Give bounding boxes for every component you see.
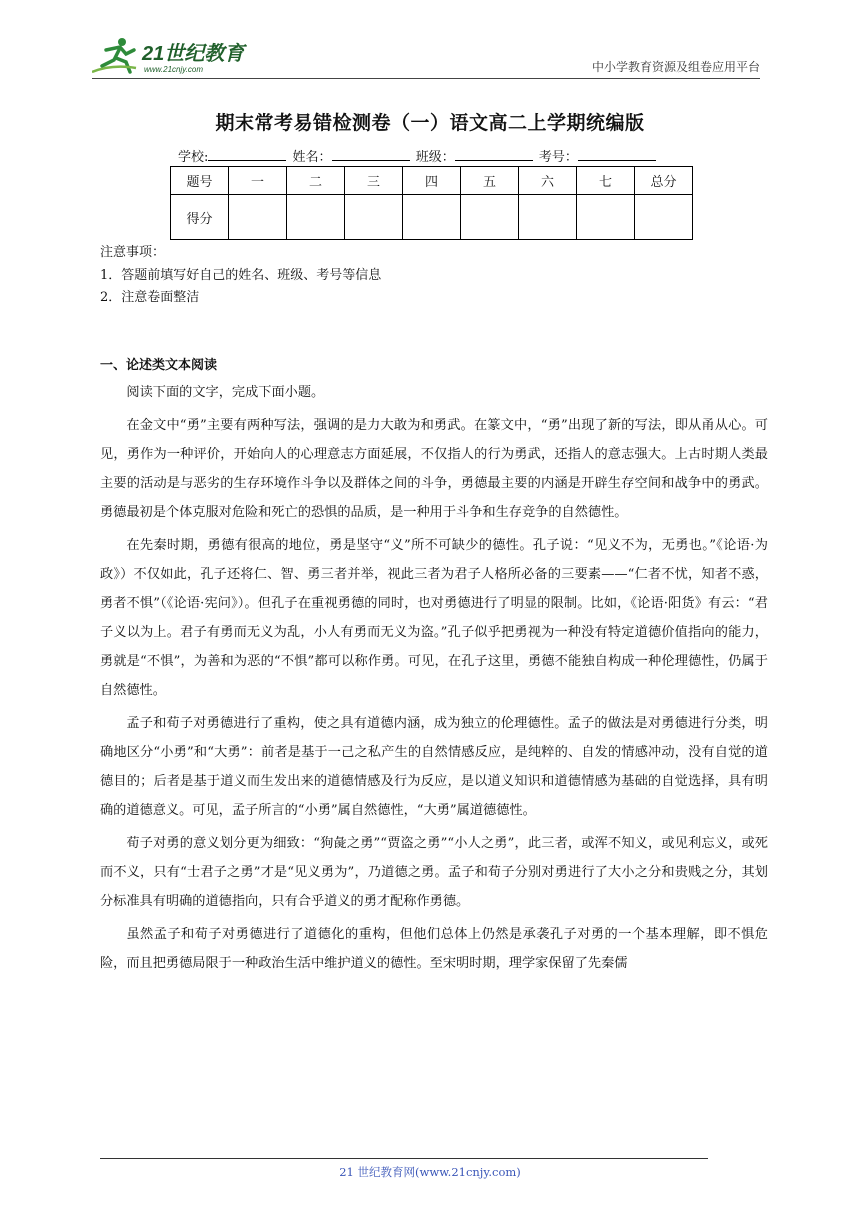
notes-block bbox=[100, 242, 381, 310]
score-cell[interactable] bbox=[519, 195, 577, 240]
page-title: 期末常考易错检测卷（一）语文高二上学期统编版 bbox=[215, 112, 645, 134]
score-header-cell: 三 bbox=[345, 167, 403, 195]
school-label: 学校: bbox=[178, 150, 209, 165]
footer-divider bbox=[100, 1158, 708, 1159]
score-table bbox=[170, 166, 693, 240]
student-info-line bbox=[178, 146, 658, 165]
passage-paragraph: 荀子对勇的意义划分更为细致：“狗彘之勇”“贾盗之勇”“小人之勇”，此三者，或浑不知义，或见利忘义，或死而不义，只有“士君子之勇”才是“见义勇为”，乃道德之勇。孟子和荀子分别对勇进行了大小之分和贵贱之分，其划分标准具有明确的道德指向，只有合乎道义的勇才配称作勇德。 bbox=[100, 836, 768, 909]
name-blank[interactable] bbox=[332, 148, 410, 161]
score-cell[interactable] bbox=[403, 195, 461, 240]
score-cell[interactable] bbox=[287, 195, 345, 240]
exam-no-blank[interactable] bbox=[578, 148, 656, 161]
score-header-cell: 题号 bbox=[171, 167, 229, 195]
class-label: 班级： bbox=[415, 150, 455, 165]
notes-item: 1．答题前填写好自己的姓名、班级、考号等信息 bbox=[100, 267, 382, 283]
score-cell[interactable] bbox=[461, 195, 519, 240]
score-header-cell: 一 bbox=[229, 167, 287, 195]
score-header-cell: 总分 bbox=[635, 167, 693, 195]
score-table-score-row bbox=[171, 195, 693, 240]
score-cell[interactable] bbox=[635, 195, 693, 240]
school-blank[interactable] bbox=[208, 148, 286, 161]
passage-paragraph: 在先秦时期，勇德有很高的地位，勇是坚守“义”所不可缺少的德性。孔子说：“见义不为，无勇也。”《论语·为政》）不仅如此，孔子还将仁、智、勇三者并举，视此三者为君子人格所必备的三要素——“仁者不忧，知者不惑，勇者不惧”（《论语·宪问》）。但孔子在重视勇德的同时，也对勇德进行了明显的限制。比如，《论语·阳货》有云：“君子义以为上。君子有勇而无义为乱，小人有勇而无义为盗。”孔子似乎把勇视为一种没有特定道德价值指向的能力，勇就是“不惧”，为善和为恶的“不惧”都可以称作勇。可见，在孔子这里，勇德不能独自构成一种伦理德性，仍属于自然德性。 bbox=[100, 538, 768, 698]
score-cell[interactable] bbox=[345, 195, 403, 240]
logo-url: www.21cnjy.com bbox=[144, 65, 203, 74]
page-header bbox=[92, 36, 760, 79]
footer-link[interactable]: 21 世纪教育网(www.21cnjy.com) bbox=[339, 1165, 521, 1179]
class-blank[interactable] bbox=[455, 148, 533, 161]
notes-item: 2．注意卷面整洁 bbox=[100, 290, 200, 305]
score-row-label: 得分 bbox=[171, 195, 229, 240]
passage-paragraph: 孟子和荀子对勇德进行了重构，使之具有道德内涵，成为独立的伦理德性。孟子的做法是对勇德进行分类，明确地区分“小勇”和“大勇”：前者是基于一己之私产生的自然情感反应，是纯粹的、自发的情感冲动，没有自觉的道德目的；后者是基于道义而生发出来的道德情感及行为反应，是以道义知识和道德情感为基础的自觉选择，具有明确的道德意义。可见，孟子所言的“小勇”属自然德性，“大勇”属道德德性。 bbox=[100, 716, 768, 818]
passage-paragraph: 在金文中“勇”主要有两种写法，强调的是力大敢为和勇武。在篆文中，“勇”出现了新的写法，即从甬从心。可见，勇作为一种评价，开始向人的心理意志方面延展，不仅指人的行为勇武，还指人的意志强大。上古时期人类最主要的活动是与恶劣的生存环境作斗争以及群体之间的斗争，勇德最主要的内涵是开辟生存空间和战争中的勇武。勇德最初是个体克服对危险和死亡的恐惧的品质，是一种用于斗争和生存竞争的自然德性。 bbox=[100, 418, 768, 520]
notes-heading: 注意事项： bbox=[100, 245, 166, 260]
logo-text: 21世纪教育 bbox=[142, 43, 245, 65]
score-header-cell: 五 bbox=[461, 167, 519, 195]
score-header-cell: 四 bbox=[403, 167, 461, 195]
name-label: 姓名： bbox=[292, 150, 332, 165]
section-title: 一、论述类文本阅读 bbox=[100, 358, 218, 373]
header-platform-text: 中小学教育资源及组卷应用平台 bbox=[591, 60, 760, 74]
score-table-header-row bbox=[171, 167, 693, 195]
score-header-cell: 六 bbox=[519, 167, 577, 195]
score-cell[interactable] bbox=[577, 195, 635, 240]
runner-icon bbox=[92, 38, 136, 72]
passage-paragraph: 虽然孟子和荀子对勇德进行了道德化的重构，但他们总体上仍然是承袭孔子对勇的一个基本理解，即不惧危险，而且把勇德局限于一种政治生活中维护道义的德性。至宋明时期，理学家保留了先秦儒 bbox=[100, 927, 768, 971]
exam-no-label: 考号： bbox=[538, 150, 578, 165]
logo bbox=[92, 36, 262, 76]
score-header-cell: 二 bbox=[287, 167, 345, 195]
score-header-cell: 七 bbox=[577, 167, 635, 195]
reading-passage bbox=[100, 378, 768, 982]
passage-paragraph: 阅读下面的文字，完成下面小题。 bbox=[126, 385, 325, 400]
score-cell[interactable] bbox=[229, 195, 287, 240]
